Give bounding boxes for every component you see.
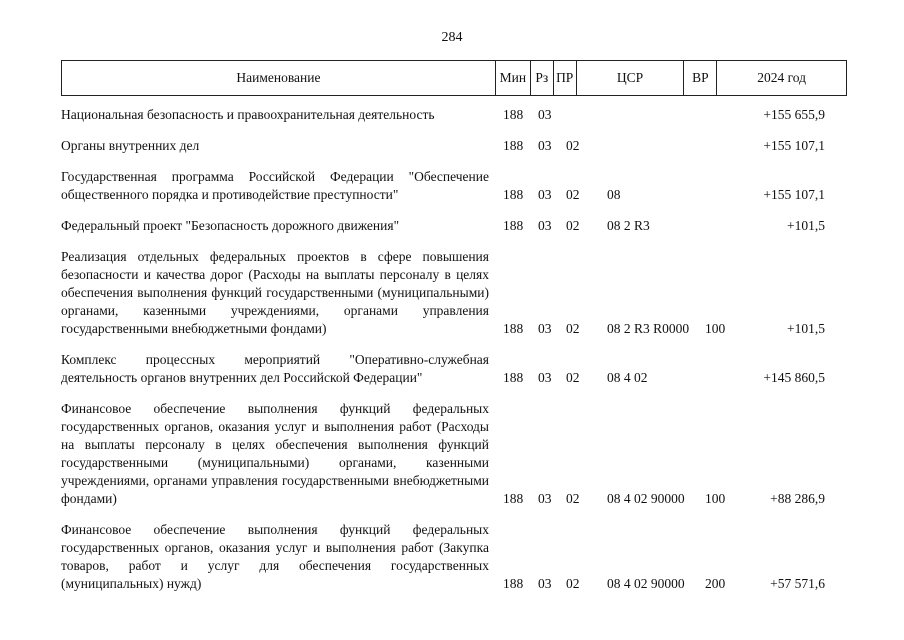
row-vr: 200 bbox=[705, 576, 726, 591]
table-body bbox=[61, 106, 847, 606]
row-csr: 08 2 R3 R0000 bbox=[607, 321, 690, 336]
row-value: +57 571,6 bbox=[770, 576, 825, 591]
row-name: Реализация отдельных федеральных проектов в сфере повышения безопасности и качества дорог (Расходы на выплаты персоналу в целях обеспечения выполнения функций государственными (муниципальными) органами, казенными учреждениями, органами управления государственными внебюджетными фондами) bbox=[61, 249, 489, 336]
table-row bbox=[61, 137, 847, 155]
row-name: Комплекс процессных мероприятий "Оперативно-служебная деятельность органов внутренних дел Российской Федерации" bbox=[61, 352, 489, 385]
header-year: 2024 год bbox=[757, 70, 807, 85]
row-csr: 08 4 02 90000 bbox=[607, 491, 685, 506]
header-csr: ЦСР bbox=[577, 61, 685, 95]
header-min: Мин bbox=[496, 61, 531, 95]
row-rz: 03 bbox=[538, 576, 552, 591]
row-rz: 03 bbox=[538, 218, 552, 233]
row-pr: 02 bbox=[566, 370, 580, 385]
header-vr: ВР bbox=[684, 61, 717, 95]
row-pr: 02 bbox=[566, 218, 580, 233]
row-name: Органы внутренних дел bbox=[61, 138, 200, 153]
row-pr: 02 bbox=[566, 491, 580, 506]
row-value: +155 107,1 bbox=[763, 187, 825, 202]
row-pr: 02 bbox=[566, 138, 580, 153]
row-value: +145 860,5 bbox=[763, 370, 825, 385]
table-row bbox=[61, 106, 847, 124]
row-min: 188 bbox=[503, 187, 524, 202]
row-rz: 03 bbox=[538, 370, 552, 385]
header-pr: ПР bbox=[554, 61, 577, 95]
row-pr: 02 bbox=[566, 576, 580, 591]
table-row bbox=[61, 521, 847, 593]
row-value: +155 655,9 bbox=[763, 107, 825, 122]
table-row bbox=[61, 217, 847, 235]
page-number: 284 bbox=[441, 30, 463, 45]
row-min: 188 bbox=[503, 321, 524, 336]
row-min: 188 bbox=[503, 138, 524, 153]
row-value: +155 107,1 bbox=[763, 138, 825, 153]
table-row bbox=[61, 168, 847, 204]
row-name: Федеральный проект "Безопасность дорожного движения" bbox=[61, 218, 400, 233]
row-vr: 100 bbox=[705, 491, 726, 506]
row-min: 188 bbox=[503, 107, 524, 122]
row-name: Государственная программа Российской Федерации "Обеспечение общественного порядка и противодействие преступности" bbox=[61, 169, 489, 202]
row-name: Финансовое обеспечение выполнения функций федеральных государственных органов, оказания услуг и выполнения работ (Закупка товаров, работ и услуг для обеспечения государственных (муниципальных) нужд) bbox=[61, 522, 489, 591]
row-min: 188 bbox=[503, 218, 524, 233]
table-row bbox=[61, 400, 847, 508]
row-min: 188 bbox=[503, 370, 524, 385]
row-pr: 02 bbox=[566, 187, 580, 202]
row-rz: 03 bbox=[538, 107, 552, 122]
row-value: +101,5 bbox=[787, 321, 825, 336]
row-csr: 08 bbox=[607, 187, 621, 202]
table-row bbox=[61, 351, 847, 387]
row-min: 188 bbox=[503, 576, 524, 591]
row-rz: 03 bbox=[538, 138, 552, 153]
table-row bbox=[61, 248, 847, 338]
row-rz: 03 bbox=[538, 321, 552, 336]
row-min: 188 bbox=[503, 491, 524, 506]
row-pr: 02 bbox=[566, 321, 580, 336]
row-vr: 100 bbox=[705, 321, 726, 336]
row-csr: 08 4 02 90000 bbox=[607, 576, 685, 591]
row-rz: 03 bbox=[538, 187, 552, 202]
table-header bbox=[61, 60, 847, 96]
row-csr: 08 2 R3 bbox=[607, 218, 650, 233]
header-rz: Рз bbox=[531, 61, 554, 95]
row-name: Финансовое обеспечение выполнения функций федеральных государственных органов, оказания услуг и выполнения работ (Расходы на выплаты персоналу в целях обеспечения выполнения функций государственными (муниципальными) органами, казенными учреждениями, органами управления государственными внебюджетными фондами) bbox=[61, 401, 489, 506]
row-value: +88 286,9 bbox=[770, 491, 825, 506]
row-csr: 08 4 02 bbox=[607, 370, 648, 385]
row-value: +101,5 bbox=[787, 218, 825, 233]
row-rz: 03 bbox=[538, 491, 552, 506]
header-name: Наименование bbox=[62, 61, 496, 95]
row-name: Национальная безопасность и правоохранительная деятельность bbox=[61, 107, 435, 122]
